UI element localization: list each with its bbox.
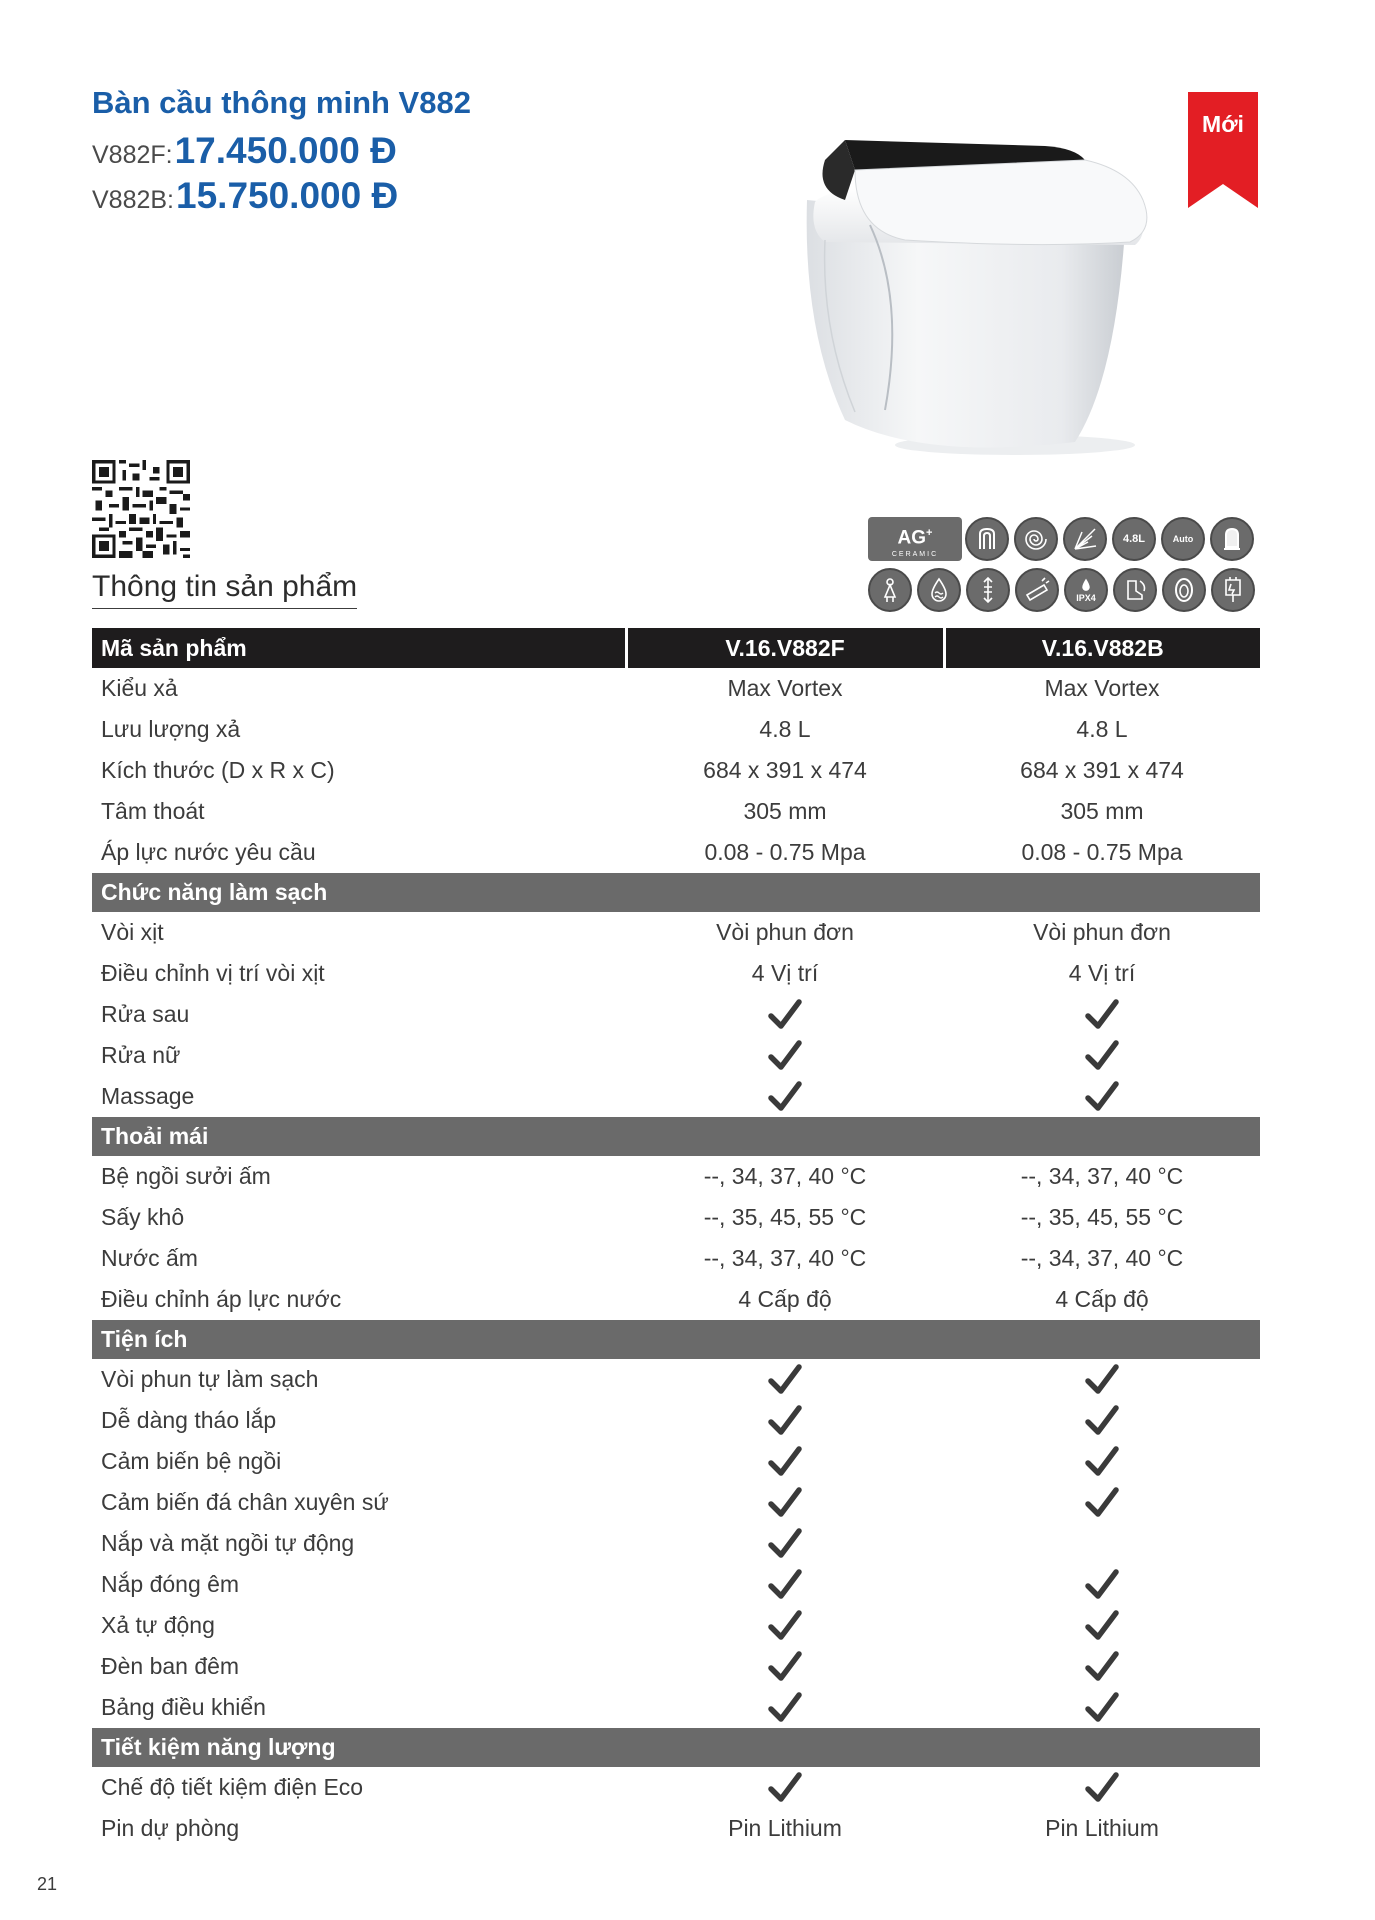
night-light-icon bbox=[1210, 517, 1254, 561]
row-label: Bệ ngồi sưởi ấm bbox=[101, 1163, 271, 1189]
category-title: Thoải mái bbox=[92, 1117, 1260, 1156]
table-row bbox=[92, 994, 1260, 1035]
table-row bbox=[92, 709, 1260, 750]
check-icon bbox=[626, 1482, 944, 1523]
new-ribbon-badge bbox=[1188, 92, 1258, 208]
row-label: Vòi phun tự làm sạch bbox=[101, 1366, 319, 1392]
category-row bbox=[92, 873, 1260, 912]
row-label: Nắp và mặt ngồi tự động bbox=[101, 1530, 355, 1556]
row-label: Cảm biến đá chân xuyên sứ bbox=[101, 1489, 389, 1515]
row-value: 0.08 - 0.75 Mpa bbox=[704, 839, 866, 865]
ipx4-waterproof-icon bbox=[1064, 568, 1108, 612]
check-icon bbox=[944, 1400, 1260, 1441]
column-header-label: Mã sản phẩm bbox=[92, 628, 626, 668]
ipx-label: IPX4 bbox=[1076, 593, 1096, 603]
row-value: 4.8 L bbox=[1076, 716, 1128, 742]
water-saving-4-8l-icon bbox=[1112, 517, 1156, 561]
table-row bbox=[92, 1564, 1260, 1605]
price-code: V882B: bbox=[92, 186, 175, 214]
row-value: 4 Cấp độ bbox=[738, 1286, 832, 1312]
rimless-icon bbox=[965, 517, 1009, 561]
check-icon bbox=[626, 1605, 944, 1646]
table-row bbox=[92, 1238, 1260, 1279]
table-row bbox=[92, 912, 1260, 953]
row-label: Pin dự phòng bbox=[101, 1815, 240, 1841]
check-icon bbox=[626, 1687, 944, 1728]
section-title: Thông tin sản phẩm bbox=[92, 570, 357, 609]
spec-table bbox=[92, 628, 1260, 1849]
check-icon bbox=[944, 1687, 1260, 1728]
qr-code[interactable] bbox=[92, 460, 190, 558]
check-icon bbox=[944, 1359, 1260, 1400]
table-row bbox=[92, 1605, 1260, 1646]
check-icon bbox=[626, 1035, 944, 1076]
row-label: Rửa sau bbox=[101, 1001, 190, 1027]
row-label: Bảng điều khiển bbox=[101, 1694, 266, 1720]
category-title: Tiện ích bbox=[92, 1320, 1260, 1359]
vortex-flush-icon bbox=[1014, 517, 1058, 561]
feature-icons bbox=[868, 515, 1263, 615]
table-row bbox=[92, 1687, 1260, 1728]
power-icon bbox=[1211, 568, 1255, 612]
row-label: Kiểu xả bbox=[101, 675, 178, 701]
category-row bbox=[92, 1320, 1260, 1359]
table-row bbox=[92, 1279, 1260, 1320]
new-badge-label: Mới bbox=[1202, 111, 1244, 137]
table-row bbox=[92, 832, 1260, 873]
row-value: 4 Vị trí bbox=[751, 960, 819, 986]
table-row bbox=[92, 1035, 1260, 1076]
row-label: Đèn ban đêm bbox=[101, 1653, 240, 1679]
table-row bbox=[92, 1359, 1260, 1400]
category-row bbox=[92, 1728, 1260, 1767]
row-label: Xả tự động bbox=[101, 1612, 215, 1638]
check-icon bbox=[944, 1646, 1260, 1687]
row-label: Dễ dàng tháo lắp bbox=[101, 1407, 277, 1433]
table-row bbox=[92, 1076, 1260, 1117]
check-icon bbox=[626, 1441, 944, 1482]
price-v882f bbox=[92, 130, 397, 172]
ag-sub-label: CERAMIC bbox=[891, 551, 939, 559]
check-icon bbox=[626, 1400, 944, 1441]
ag-label: AG bbox=[897, 527, 927, 549]
row-label: Áp lực nước yêu cầu bbox=[101, 839, 316, 865]
row-label: Rửa nữ bbox=[101, 1042, 181, 1068]
row-label: Nắp đóng êm bbox=[101, 1571, 240, 1597]
smart-toilet-image bbox=[785, 130, 1165, 470]
ag-superscript: + bbox=[926, 527, 933, 539]
check-icon bbox=[944, 1482, 1260, 1523]
self-clean-nozzle-icon bbox=[1015, 568, 1059, 612]
table-row bbox=[92, 1523, 1260, 1564]
ag-ceramic-icon bbox=[868, 517, 962, 561]
table-row bbox=[92, 1400, 1260, 1441]
table-row bbox=[92, 1482, 1260, 1523]
row-value: --, 35, 45, 55 °C bbox=[1020, 1204, 1184, 1230]
row-label: Massage bbox=[101, 1083, 195, 1109]
row-label: Kích thước (D x R x C) bbox=[101, 757, 335, 783]
check-icon bbox=[626, 1076, 944, 1117]
empty-cell bbox=[944, 1523, 1260, 1564]
row-label: Lưu lượng xả bbox=[101, 716, 241, 742]
price-code: V882F: bbox=[92, 141, 173, 169]
row-label: Sấy khô bbox=[101, 1204, 185, 1230]
table-row bbox=[92, 953, 1260, 994]
row-value: Max Vortex bbox=[727, 675, 843, 701]
spec-table-body bbox=[92, 668, 1260, 1849]
table-row bbox=[92, 1156, 1260, 1197]
row-value: 4 Vị trí bbox=[1068, 960, 1136, 986]
auto-flush-icon bbox=[1161, 517, 1205, 561]
table-row bbox=[92, 1767, 1260, 1808]
row-value: 684 x 391 x 474 bbox=[1020, 757, 1184, 783]
category-row bbox=[92, 1117, 1260, 1156]
check-icon bbox=[626, 1646, 944, 1687]
row-value: --, 35, 45, 55 °C bbox=[703, 1204, 867, 1230]
female-wash-icon bbox=[868, 568, 912, 612]
column-header-v882b: V.16.V882B bbox=[944, 628, 1260, 668]
row-value: --, 34, 37, 40 °C bbox=[703, 1163, 867, 1189]
check-icon bbox=[626, 1523, 944, 1564]
check-icon bbox=[944, 1564, 1260, 1605]
row-value: Pin Lithium bbox=[728, 1815, 842, 1841]
row-label: Tâm thoát bbox=[101, 798, 205, 824]
row-value: Vòi phun đơn bbox=[716, 919, 854, 945]
table-row bbox=[92, 1646, 1260, 1687]
flow-label: 4.8L bbox=[1122, 533, 1145, 545]
row-value: --, 34, 37, 40 °C bbox=[703, 1245, 867, 1271]
row-value: Pin Lithium bbox=[1045, 1815, 1159, 1841]
product-title: Bàn cầu thông minh V882 bbox=[92, 85, 471, 120]
kick-sensor-icon bbox=[1113, 568, 1157, 612]
row-label: Chế độ tiết kiệm điện Eco bbox=[101, 1774, 364, 1800]
row-value: 305 mm bbox=[743, 798, 827, 824]
heated-seat-icon bbox=[1162, 568, 1206, 612]
spray-icon bbox=[1063, 517, 1107, 561]
auto-label: Auto bbox=[1172, 534, 1194, 544]
category-title: Chức năng làm sạch bbox=[92, 873, 1260, 912]
row-value: 684 x 391 x 474 bbox=[703, 757, 867, 783]
nozzle-position-icon bbox=[966, 568, 1010, 612]
row-value: 4 Cấp độ bbox=[1055, 1286, 1149, 1312]
table-row bbox=[92, 1197, 1260, 1238]
check-icon bbox=[944, 1035, 1260, 1076]
row-value: Max Vortex bbox=[1044, 675, 1160, 701]
table-header-row bbox=[92, 628, 1260, 668]
category-title: Tiết kiệm năng lượng bbox=[92, 1728, 1260, 1767]
row-label: Cảm biến bệ ngồi bbox=[101, 1448, 282, 1474]
table-row bbox=[92, 668, 1260, 709]
price-value: 15.750.000 Đ bbox=[176, 175, 399, 216]
price-value: 17.450.000 Đ bbox=[174, 130, 397, 171]
check-icon bbox=[944, 1767, 1260, 1808]
check-icon bbox=[626, 994, 944, 1035]
row-label: Nước ấm bbox=[101, 1245, 198, 1271]
check-icon bbox=[626, 1359, 944, 1400]
row-value: 0.08 - 0.75 Mpa bbox=[1021, 839, 1183, 865]
table-row bbox=[92, 750, 1260, 791]
check-icon bbox=[944, 1441, 1260, 1482]
page-number: 21 bbox=[37, 1874, 58, 1894]
table-row bbox=[92, 1441, 1260, 1482]
row-label: Vòi xịt bbox=[101, 919, 164, 945]
row-label: Điều chỉnh vị trí vòi xịt bbox=[101, 960, 325, 986]
row-value: Vòi phun đơn bbox=[1033, 919, 1171, 945]
table-row bbox=[92, 791, 1260, 832]
check-icon bbox=[944, 994, 1260, 1035]
row-label: Điều chỉnh áp lực nước bbox=[101, 1286, 342, 1312]
check-icon bbox=[944, 1605, 1260, 1646]
column-header-v882f: V.16.V882F bbox=[626, 628, 944, 668]
row-value: --, 34, 37, 40 °C bbox=[1020, 1245, 1184, 1271]
check-icon bbox=[626, 1564, 944, 1605]
row-value: 4.8 L bbox=[759, 716, 811, 742]
row-value: 305 mm bbox=[1060, 798, 1144, 824]
row-value: --, 34, 37, 40 °C bbox=[1020, 1163, 1184, 1189]
price-v882b bbox=[92, 175, 398, 217]
check-icon bbox=[944, 1076, 1260, 1117]
warm-water-icon bbox=[917, 568, 961, 612]
table-row bbox=[92, 1808, 1260, 1849]
check-icon bbox=[626, 1767, 944, 1808]
